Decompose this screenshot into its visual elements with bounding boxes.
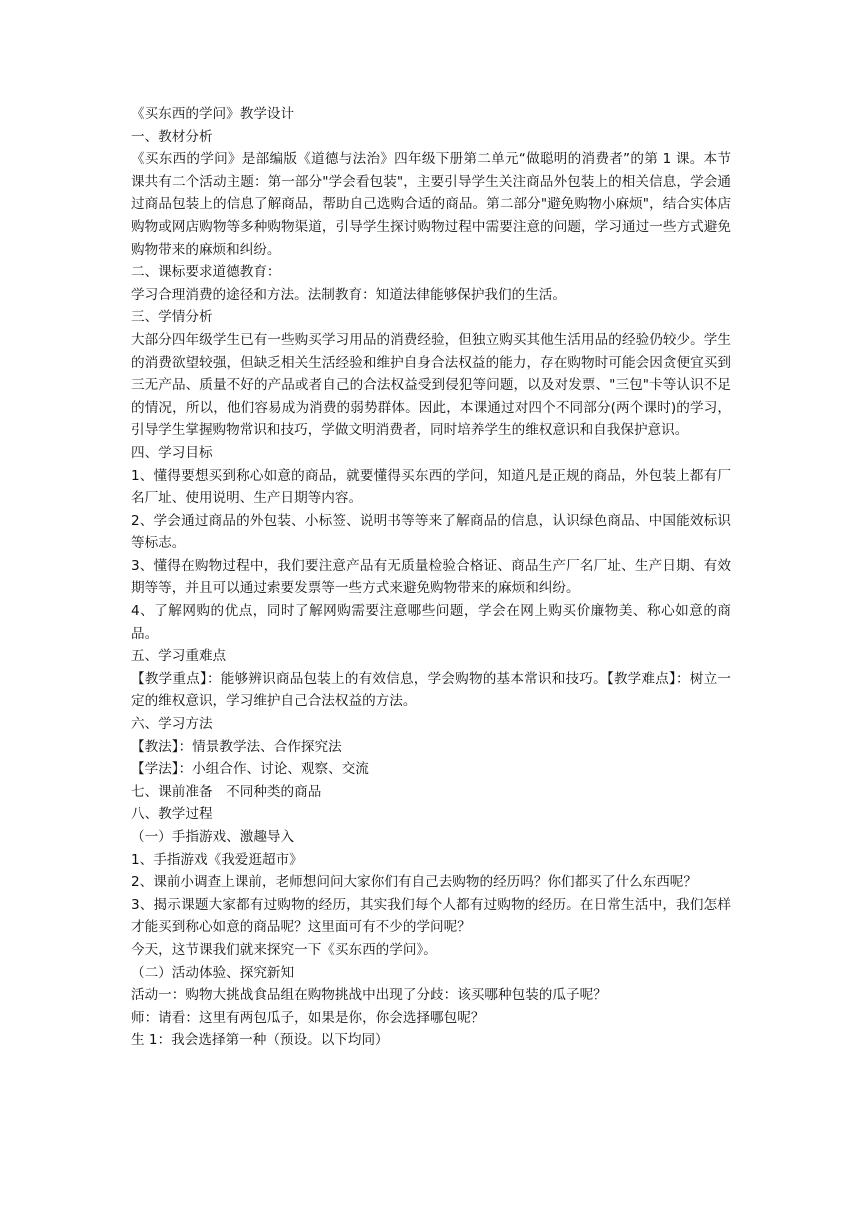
list-item: 1、手指游戏《我爱逛超市》 xyxy=(131,851,303,868)
section-heading: 一、教材分析 xyxy=(131,128,213,145)
paragraph: 【教法】：情景教学法、合作探究法 xyxy=(131,738,342,755)
list-item: 1、懂得要想买到称心如意的商品，就要懂得买东西的学问，知道凡是正规的商品，外包装上都有厂名厂址、使用说明、生产日期等内容。 xyxy=(131,467,731,507)
subsection-heading: （二）活动体验、探究新知 xyxy=(131,964,295,981)
list-item: 3、懂得在购物过程中，我们要注意产品有无质量检验合格证、商品生产厂名厂址、生产日期、有效期等等，并且可以通过索要发票等一些方式来避免购物带来的麻烦和纠纷。 xyxy=(131,557,731,597)
list-item: 2、课前小调查上课前，老师想问问大家你们有自己去购物的经历吗？你们都买了什么东西呢？ xyxy=(131,874,697,891)
document-body xyxy=(131,103,731,1052)
paragraph: 今天，这节课我们就来探究一下《买东西的学问》。 xyxy=(131,941,437,958)
paragraph: 学习合理消费的途径和方法。法制教育：知道法律能够保护我们的生活。 xyxy=(131,286,566,303)
paragraph: 【教学重点】：能够辨识商品包装上的有效信息，学会购物的基本常识和技巧。【教学难点】：树立一定的维权意识，学习维护自己合法权益的方法。 xyxy=(131,670,731,710)
list-item: 4、了解网购的优点，同时了解网购需要注意哪些问题，学会在网上购买价廉物美、称心如意的商品。 xyxy=(131,603,731,642)
paragraph: 生 1：我会选择第一种（预设。以下均同） xyxy=(131,1032,389,1049)
section-heading: 七、课前准备 不同种类的商品 xyxy=(131,783,322,800)
paragraph: 大部分四年级学生已有一些购买学习用品的消费经验，但独立购买其他生活用品的经验仍较少。学生的消费欲望较强，但缺乏相关生活经验和维护自身合法权益的能力，存在购物时可能会因贪便宜买到三无产品、质量不好的产品或者自己的合法权益受到侵犯等问题，以及对发票、"三包"卡等认识不足的情况，所以，他们容易成为消费的弱势群体。因此，本课通过对四个不同部分(两个课时)的学习，引导学生掌握购物常识和技巧，学做文明消费者，同时培养学生的维权意识和自我保护意识。 xyxy=(131,331,731,439)
list-item: 3、揭示课题大家都有过购物的经历，其实我们每个人都有过购物的经历。在日常生活中，我们怎样才能买到称心如意的商品呢？这里面可有不少的学问呢？ xyxy=(131,896,731,936)
section-heading: 三、学情分析 xyxy=(131,309,213,326)
list-item: 2、学会通过商品的外包装、小标签、说明书等等来了解商品的信息，认识绿色商品、中国能效标识等标志。 xyxy=(131,512,731,552)
section-heading: 五、学习重难点 xyxy=(131,648,227,665)
section-heading: 四、学习目标 xyxy=(131,444,213,461)
subsection-heading: （一）手指游戏、激趣导入 xyxy=(131,829,295,845)
paragraph: 活动一：购物大挑战食品组在购物挑战中出现了分歧：该买哪种包装的瓜子呢？ xyxy=(131,987,607,1004)
section-heading: 六、学习方法 xyxy=(131,716,213,733)
paragraph: 《买东西的学问》是部编版《道德与法治》四年级下册第二单元“做聪明的消费者”的第 1 课。本节课共有二个活动主题：第一部分"学会看包装"，主要引导学生关注商品外包装上的相关信息，学会通过商品包装上的信息了解商品，帮助自己选购合适的商品。第二部分"避免购物小麻烦"，结合实体店购物或网店购物等多种购物渠道，引导学生探讨购物过程中需要注意的问题，学习通过一些方式避免购物带来的麻烦和纠纷。 xyxy=(131,151,731,258)
section-heading: 二、课标要求道德教育： xyxy=(131,264,281,281)
section-heading: 八、教学过程 xyxy=(131,806,213,823)
paragraph: 【学法】：小组合作、讨论、观察、交流 xyxy=(131,761,369,778)
paragraph: 师：请看：这里有两包瓜子，如果是你，你会选择哪包呢？ xyxy=(131,1009,485,1026)
document-title: 《买东西的学问》教学设计 xyxy=(131,106,295,122)
